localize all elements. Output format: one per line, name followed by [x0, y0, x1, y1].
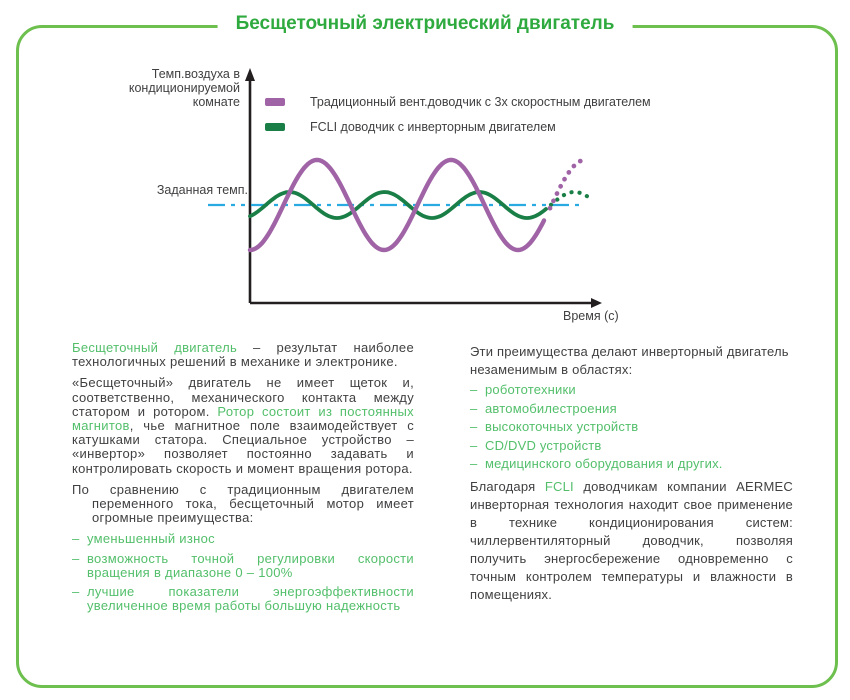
- bullet-dash: –: [72, 550, 80, 566]
- bullet-text: автомобилестроения: [485, 400, 617, 416]
- applications-list: [470, 381, 793, 474]
- traditional-color-swatch: [265, 98, 285, 106]
- bullet-dash: –: [470, 382, 478, 397]
- bullet-dash: –: [470, 419, 478, 434]
- bullet-text: лучшие показатели энергоэффективности увеличенное время работы большую надежность: [87, 584, 414, 614]
- bullet-text: медицинского оборудования и других.: [485, 456, 723, 471]
- body-text: доводчикам компании AERMEC инверторная технология находит свое применение в технике кондиционирования систем: чиллервентиляторный доводчик, позволяя получить энергосбережение одновременно с точным контролем температуры и влажности в помещениях.: [470, 478, 793, 602]
- list-item: [470, 437, 793, 456]
- advantages-list: [72, 532, 414, 613]
- list-item: [470, 455, 793, 474]
- paragraph-advantages-lead: По сравнению с традиционным двигателем переменного тока, бесщеточный мотор имеет огромные преимущества:: [72, 481, 414, 526]
- bullet-text: уменьшенный износ: [87, 531, 215, 547]
- bullet-text: CD/DVD устройств: [485, 437, 602, 453]
- left-column: [72, 341, 414, 618]
- body-text: , чье магнитное поле взаимодействует с катушками статора. Специальное устройство – «инвертор» позволяет постоянно задавать и контролировать скорость и момент вращения ротора.: [72, 418, 414, 476]
- list-item: [470, 418, 793, 437]
- paragraph-applications-lead: Эти преимущества делают инверторный двигатель незаменимым в областях:: [470, 344, 789, 377]
- legend-label: FCLI доводчик с инверторным двигателем: [310, 120, 556, 134]
- legend-item-fcli: [265, 121, 556, 133]
- body-text: – результат наиболее технологичных решений в механике и электронике.: [72, 340, 414, 370]
- bullet-dash: –: [72, 531, 80, 547]
- page-title: Бесщеточный электрический двигатель: [218, 9, 633, 39]
- bullet-text: робототехники: [485, 382, 576, 397]
- y-axis-arrow: [245, 68, 255, 81]
- fcli-color-swatch: [265, 123, 285, 131]
- bullet-dash: –: [470, 400, 478, 416]
- y-axis-label: [95, 67, 240, 109]
- highlight-text: Ротор состоит из постоянных магнитов: [72, 403, 414, 434]
- bullet-dash: –: [470, 437, 478, 453]
- list-item: [72, 532, 414, 546]
- y-axis-label-line: комнате: [192, 95, 240, 109]
- x-axis-label: Время (с): [563, 309, 619, 323]
- paragraph-brushless-detail: [72, 376, 414, 475]
- legend-item-traditional: [265, 96, 651, 108]
- body-text: Благодаря: [470, 478, 545, 494]
- list-item: [72, 552, 414, 580]
- legend-label: Традиционный вент.доводчик с 3х скоростным двигателем: [310, 95, 651, 109]
- setpoint-label: Заданная темп.: [156, 183, 248, 197]
- bullet-dash: –: [72, 584, 80, 600]
- bullet-dash: –: [470, 456, 478, 471]
- right-column: [470, 343, 793, 604]
- body-text: «Бесщеточный» двигатель не имеет щеток и, соответственно, механического контакта между статором и ротором.: [72, 375, 414, 419]
- temperature-time-chart: [0, 0, 850, 340]
- paragraph-brushless-intro: [72, 341, 414, 369]
- paragraph-aermec-summary: [470, 478, 793, 604]
- list-item: [470, 381, 793, 400]
- x-axis-arrow: [591, 298, 602, 308]
- bullet-text: возможность точной регулировки скорости вращения в диапазоне 0 – 100%: [87, 550, 414, 580]
- bullet-text: высокоточных устройств: [485, 419, 639, 434]
- highlight-text: Бесщеточный двигатель: [72, 340, 238, 355]
- highlight-text: FCLI: [544, 478, 574, 494]
- y-axis-label-line: кондиционируемой: [128, 81, 240, 95]
- list-item: [72, 585, 414, 613]
- list-item: [470, 400, 793, 419]
- y-axis-label-line: Темп.воздуха в: [151, 67, 240, 81]
- traditional-curve-dotted: [550, 160, 586, 208]
